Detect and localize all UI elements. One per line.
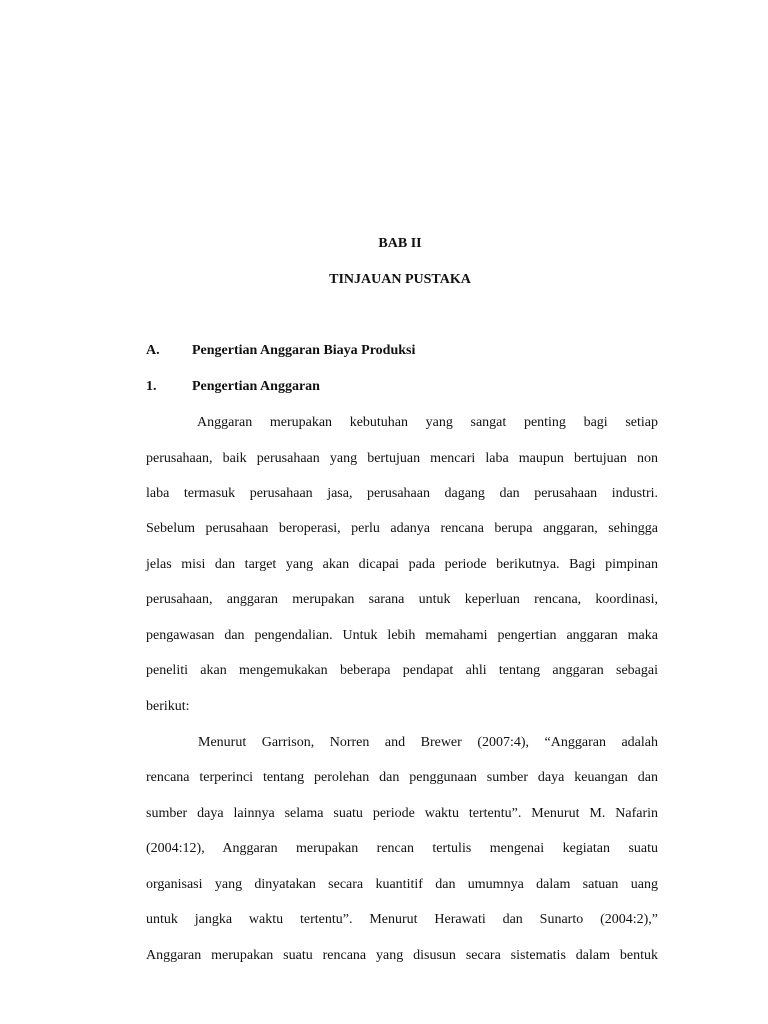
paragraph-line: untuk jangka waktu tertentu”. Menurut Herawati dan Sunarto (2004:2),” [146, 912, 658, 927]
paragraph-line: berikut: [146, 699, 190, 714]
paragraph-line: (2004:12), Anggaran merupakan rencan tertulis mengenai kegiatan suatu [146, 841, 658, 856]
chapter-title: TINJAUAN PUSTAKA [329, 272, 471, 287]
paragraph-line: Sebelum perusahaan beroperasi, perlu adanya rencana berupa anggaran, sehingga [146, 521, 658, 536]
paragraph-line: jelas misi dan target yang akan dicapai pada periode berikutnya. Bagi pimpinan [146, 557, 658, 572]
body-text [146, 0, 658, 1024]
paragraph-line: Menurut Garrison, Norren and Brewer (2007:4), “Anggaran adalah [198, 735, 658, 750]
paragraph-line: perusahaan, baik perusahaan yang bertujuan mencari laba maupun bertujuan non [146, 451, 658, 466]
section-title: Pengertian Anggaran Biaya Produksi [192, 343, 416, 358]
paragraph-line: perusahaan, anggaran merupakan sarana untuk keperluan rencana, koordinasi, [146, 592, 658, 607]
paragraph-line: peneliti akan mengemukakan beberapa pendapat ahli tentang anggaran sebagai [146, 663, 658, 678]
paragraph-line: pengawasan dan pengendalian. Untuk lebih memahami pengertian anggaran maka [146, 628, 658, 643]
subsection-number: 1. [146, 379, 157, 394]
paragraph-line: Anggaran merupakan kebutuhan yang sangat penting bagi setiap [197, 415, 658, 430]
paragraph-line: rencana terperinci tentang perolehan dan penggunaan sumber daya keuangan dan [146, 770, 658, 785]
section-number: A. [146, 343, 160, 358]
paragraph-line: sumber daya lainnya selama suatu periode waktu tertentu”. Menurut M. Nafarin [146, 806, 658, 821]
paragraph-line: organisasi yang dinyatakan secara kuantitif dan umumnya dalam satuan uang [146, 877, 658, 892]
paragraph-line: laba termasuk perusahaan jasa, perusahaan dagang dan perusahaan industri. [146, 486, 658, 501]
paragraph-line: Anggaran merupakan suatu rencana yang disusun secara sistematis dalam bentuk [146, 948, 658, 963]
subsection-title: Pengertian Anggaran [192, 379, 320, 394]
chapter-number: BAB II [378, 236, 422, 251]
